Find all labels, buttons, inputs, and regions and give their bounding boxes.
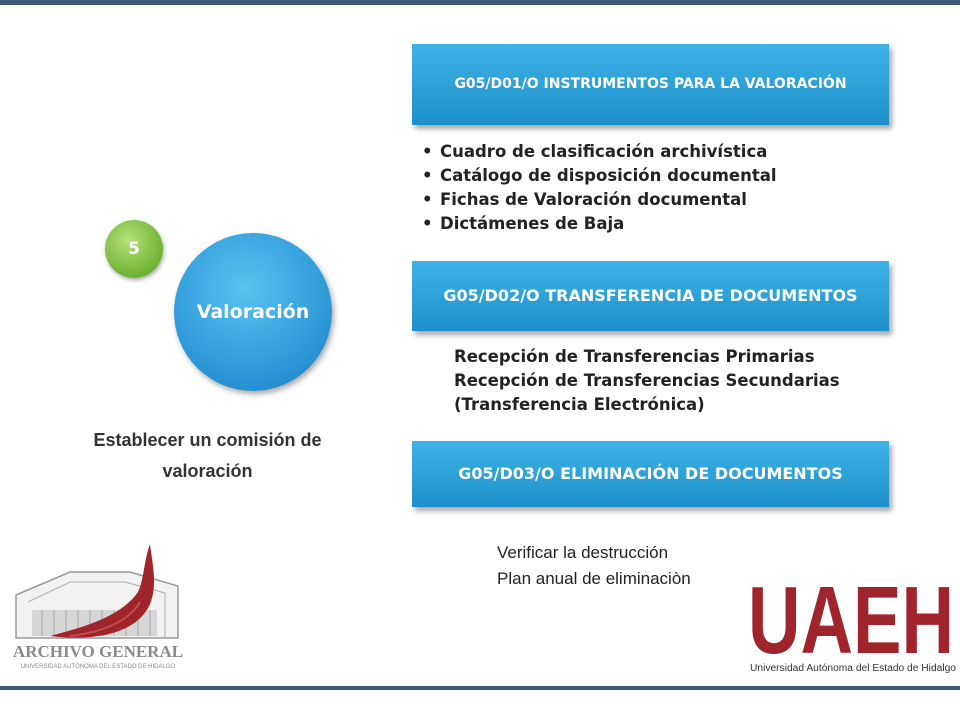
top-border-bar: [0, 0, 960, 5]
transferencia-header-box: [412, 261, 889, 331]
list-item: Verificar la destrucción: [497, 543, 669, 562]
list-item: (Transferencia Electrónica): [454, 395, 705, 414]
valoracion-label: Valoración: [196, 301, 310, 323]
list-item: • Fichas de Valoración documental: [422, 188, 777, 212]
step-number: 5: [128, 239, 140, 259]
archivo-general-title: ARCHIVO GENERAL: [12, 642, 184, 661]
eliminacion-list: [497, 540, 691, 592]
uaeh-mark: UAEH: [748, 567, 954, 674]
step-number-circle: [105, 220, 163, 278]
uaeh-logo: [748, 565, 958, 677]
list-item: Recepción de Transferencias Primarias: [454, 347, 815, 366]
transferencia-header-text: G05/D02/O TRANSFERENCIA DE DOCUMENTOS: [443, 286, 858, 306]
bottom-border-bar: [0, 686, 960, 690]
archivo-general-logo: [10, 540, 192, 675]
list-item: • Dictámenes de Baja: [422, 212, 777, 236]
list-item: • Cuadro de clasificación archivística: [422, 140, 777, 164]
list-item: Recepción de Transferencias Secundarias: [454, 371, 840, 390]
valoracion-circle: [174, 233, 332, 391]
comision-caption: Establecer un comisión de valoración: [93, 430, 322, 481]
list-item: • Catálogo de disposición documental: [422, 164, 777, 188]
uaeh-subtitle: Universidad Autónoma del Estado de Hidalgo: [750, 663, 957, 674]
instrumentos-header-box: [412, 44, 889, 125]
instrumentos-header-text: G05/D01/O INSTRUMENTOS PARA LA VALORACIÓN: [454, 76, 847, 93]
archivo-general-subtitle: UNIVERSIDAD AUTÓNOMA DEL ESTADO DE HIDALGO: [20, 664, 176, 670]
transferencia-list: [454, 345, 840, 417]
instrumentos-list: [422, 140, 777, 236]
eliminacion-header-box: [412, 441, 889, 507]
list-item: Plan anual de eliminaciòn: [497, 569, 691, 588]
eliminacion-header-text: G05/D03/O ELIMINACIÓN DE DOCUMENTOS: [458, 464, 843, 484]
